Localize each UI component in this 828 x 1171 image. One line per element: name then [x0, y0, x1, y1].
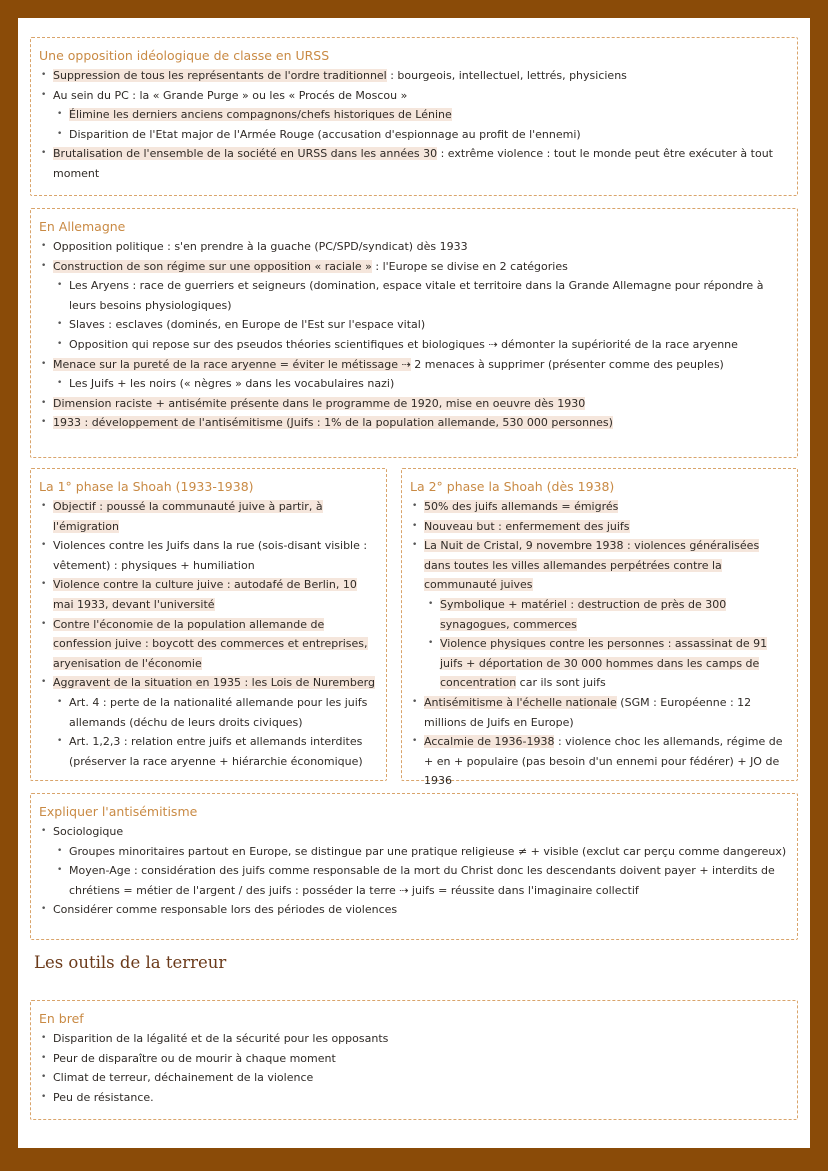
highlighted-text: Aggravent de la situation en 1935 : les Lois de Nuremberg	[53, 676, 375, 690]
section-heading: Les outils de la terreur	[34, 953, 227, 972]
box-title: Une opposition idéologique de classe en URSS	[39, 48, 330, 63]
bullet-list	[39, 1029, 789, 1107]
item-text: car ils sont juifs	[516, 676, 606, 690]
bullet-list	[39, 822, 789, 920]
box-title: La 1° phase la Shoah (1933-1938)	[39, 479, 254, 494]
list-item	[39, 105, 789, 125]
list-item	[410, 497, 789, 517]
highlighted-text: Élimine les derniers anciens compagnons/chefs historiques de Lénine	[69, 108, 452, 122]
highlighted-text: 1933 : développement de l'antisémitisme (Juifs : 1% de la population allemande, 530 000 personnes)	[53, 416, 613, 430]
box-en-bref	[30, 1000, 798, 1120]
box-title: En bref	[39, 1011, 84, 1026]
list-item	[410, 536, 789, 595]
item-text: Slaves : esclaves (dominés, en Europe de l'Est sur l'espace vital)	[69, 318, 426, 332]
box-shoah-phase-2	[401, 468, 798, 788]
list-item	[39, 86, 789, 106]
item-text: Art. 4 : perte de la nationalité allemande pour les juifs allemands (déchu de leurs droits civiques)	[69, 695, 368, 729]
list-item	[39, 822, 789, 842]
item-text: Moyen-Age : considération des juifs comme responsable de la mort du Christ donc les descendants doivent payer + interdits de chrétiens = métier de l'argent / des juifs : posséder la terre ⇢ juifs = réussite dans l'imaginaire collectif	[69, 864, 775, 897]
item-text: Peu de résistance.	[53, 1090, 154, 1104]
list-item	[39, 1029, 789, 1049]
list-item	[39, 536, 378, 575]
item-text: Les Aryens : race de guerriers et seigneurs (domination, espace vitale et territoire dans la Grande Allemagne pour répondre à leurs besoins physiologiques)	[69, 279, 764, 312]
highlighted-text: Nouveau but : enfermement des juifs	[424, 519, 630, 533]
list-item	[39, 693, 378, 732]
list-item	[39, 125, 789, 145]
list-item	[410, 732, 789, 791]
item-text: Disparition de l'Etat major de l'Armée Rouge (accusation d'espionnage au profit de l'ennemi)	[69, 127, 581, 141]
list-item	[39, 673, 378, 693]
highlighted-text: La Nuit de Cristal, 9 novembre 1938 : violences généralisées dans toutes les villes allemandes perpétrées contre la communauté juives	[424, 539, 760, 592]
list-item	[39, 900, 789, 920]
item-text: Disparition de la légalité et de la sécurité pour les opposants	[53, 1032, 389, 1045]
bullet-list	[39, 66, 789, 184]
list-item	[39, 315, 789, 335]
list-item	[39, 237, 789, 257]
item-text: Peur de disparaître ou de mourir à chaque moment	[53, 1051, 336, 1065]
list-item	[39, 1049, 789, 1069]
box-title: Expliquer l'antisémitisme	[39, 804, 198, 819]
list-item	[39, 66, 789, 86]
item-text: : extrême violence : tout le monde peut être exécuter à tout moment	[53, 147, 773, 180]
list-item	[39, 335, 789, 355]
bullet-list	[39, 237, 789, 433]
box-title: La 2° phase la Shoah (dès 1938)	[410, 479, 615, 494]
item-text: Art. 1,2,3 : relation entre juifs et allemands interdites (préserver la race aryenne + hiérarchie économique)	[69, 735, 363, 768]
box-allemagne	[30, 208, 798, 458]
list-item	[39, 842, 789, 862]
item-text: Climat de terreur, déchainement de la violence	[53, 1071, 314, 1085]
highlighted-text: Violence physiques contre les personnes : assassinat de 91 juifs + déportation de 30 000 hommes dans les camps de concentration	[440, 637, 768, 690]
highlighted-text: Contre l'économie de la population allemande de confession juive : boycott des commerces et entreprises, aryenisation de l'économie	[53, 617, 368, 670]
list-item	[39, 575, 378, 614]
highlighted-text: Suppression de tous les représentants de l'ordre traditionnel	[53, 69, 387, 82]
list-item	[39, 374, 789, 394]
highlighted-text: Objectif : poussé la communauté juive à partir, à l'émigration	[53, 500, 323, 533]
highlighted-text: Symbolique + matériel : destruction de près de 300 synagogues, commerces	[440, 597, 727, 631]
box-urss	[30, 37, 798, 196]
box-antisemitisme	[30, 793, 798, 940]
item-text: Considérer comme responsable lors des périodes de violences	[53, 903, 398, 917]
list-item	[410, 517, 789, 537]
item-text: : l'Europe se divise en 2 catégories	[371, 259, 568, 273]
item-text: : violence choc les allemands, régime de + en + populaire (pas besoin d'un ennemi pour fédérer) + JO de 1936	[424, 735, 783, 788]
item-text: 2 menaces à supprimer (présenter comme des peuples)	[410, 357, 724, 371]
list-item	[410, 693, 789, 732]
item-text: Opposition qui repose sur des pseudos théories scientifiques et biologiques ⇢ démonter la supériorité de la race aryenne	[69, 337, 738, 351]
highlighted-text: Accalmie de 1936-1938	[424, 735, 555, 749]
list-item	[410, 595, 789, 634]
item-text: Violences contre les Juifs dans la rue (sois-disant visible : vêtement) : physiques + humiliation	[53, 539, 368, 572]
note-page	[18, 18, 810, 1148]
item-text: Au sein du PC : la « Grande Purge » ou les « Procés de Moscou »	[53, 88, 408, 102]
item-text: Groupes minoritaires partout en Europe, se distingue par une pratique religieuse ≠ + visible (exclut car perçu comme dangereux)	[69, 844, 787, 858]
list-item	[39, 497, 378, 536]
list-item	[39, 144, 789, 183]
highlighted-text: 50% des juifs allemands = émigrés	[424, 500, 619, 513]
item-text: (SGM : Européenne : 12 millions de Juifs en Europe)	[424, 695, 752, 729]
highlighted-text: Brutalisation de l'ensemble de la société en URSS dans les années 30	[53, 147, 438, 161]
list-item	[39, 732, 378, 771]
list-item	[39, 355, 789, 375]
highlighted-text: Menace sur la pureté de la race aryenne = éviter le métissage ⇢	[53, 357, 411, 371]
box-title: En Allemagne	[39, 219, 126, 234]
list-item	[39, 413, 789, 433]
item-text: : bourgeois, intellectuel, lettrés, physiciens	[386, 69, 627, 82]
item-text: Les Juifs + les noirs (« nègres » dans les vocabulaires nazi)	[69, 377, 395, 391]
list-item	[39, 394, 789, 414]
item-text: Sociologique	[53, 825, 124, 838]
highlighted-text: Violence contre la culture juive : autodafé de Berlin, 10 mai 1933, devant l'université	[53, 578, 357, 611]
highlighted-text: Antisémitisme à l'échelle nationale	[424, 695, 617, 709]
list-item	[39, 1088, 789, 1108]
bullet-list	[39, 497, 378, 771]
list-item	[39, 276, 789, 315]
item-text: Opposition politique : s'en prendre à la guache (PC/SPD/syndicat) dès 1933	[53, 240, 468, 253]
list-item	[39, 861, 789, 900]
bullet-list	[410, 497, 789, 791]
list-item	[39, 257, 789, 277]
list-item	[39, 1068, 789, 1088]
highlighted-text: Construction de son régime sur une opposition « raciale »	[53, 259, 372, 273]
highlighted-text: Dimension raciste + antisémite présente dans le programme de 1920, mise en oeuvre dès 1930	[53, 396, 586, 410]
list-item	[39, 615, 378, 674]
list-item	[410, 634, 789, 693]
box-shoah-phase-1	[30, 468, 387, 781]
